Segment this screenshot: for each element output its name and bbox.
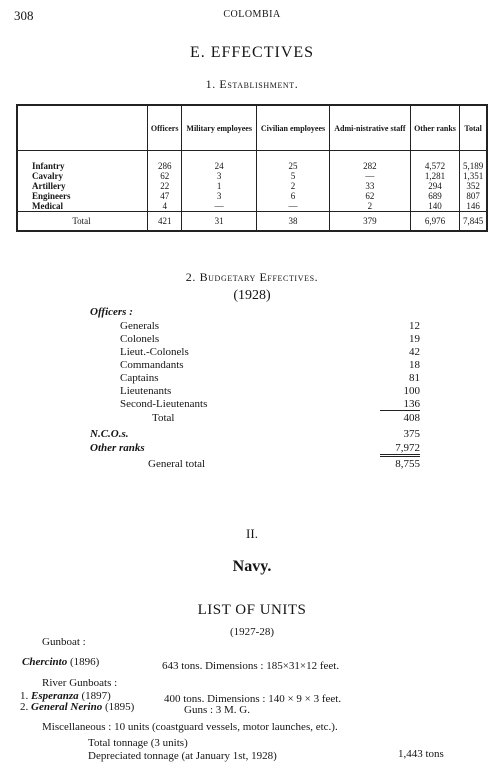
gunboat-year: (1896) xyxy=(69,656,100,668)
list-item xyxy=(90,385,420,397)
table-cell: 379 xyxy=(330,212,411,232)
list-item xyxy=(90,359,420,371)
river-gunboat-name: General Nerino xyxy=(31,701,103,713)
entry-number: 1. xyxy=(20,690,29,702)
table-cell: 282 xyxy=(330,151,411,172)
table-cell: 24 xyxy=(182,151,257,172)
row-label: Infantry xyxy=(17,151,148,172)
other-ranks-label: Other ranks xyxy=(90,442,145,454)
depreciated-tonnage-value: 1,443 tons xyxy=(398,748,444,760)
column-header: Admi-nistrative staff xyxy=(330,105,411,151)
rank-label: Captains xyxy=(120,372,159,384)
ncos-value: 375 xyxy=(403,428,420,440)
table-cell: 5,189 xyxy=(460,151,487,172)
table-row xyxy=(17,151,487,172)
part-title: Navy. xyxy=(232,558,272,575)
section-title: E. EFFECTIVES xyxy=(189,44,315,61)
table-cell: 1,351 xyxy=(460,171,487,181)
table-header-row xyxy=(17,105,487,151)
total-tonnage-line: Total tonnage (3 units) xyxy=(88,737,188,749)
running-head: COLOMBIA xyxy=(223,9,281,20)
column-header: Other ranks xyxy=(410,105,460,151)
gunboat-entry xyxy=(22,656,99,668)
officers-heading-row xyxy=(90,306,420,318)
general-total-value: 8,755 xyxy=(395,458,420,470)
table-cell: 140 xyxy=(410,201,460,212)
river-gunboats-heading: River Gunboats : xyxy=(42,677,118,689)
table-cell: 2 xyxy=(330,201,411,212)
table-row xyxy=(17,201,487,212)
table-cell: 2 xyxy=(256,181,329,191)
list-item xyxy=(90,372,420,384)
officers-total-value: 408 xyxy=(403,412,420,424)
table-cell: — xyxy=(182,201,257,212)
rank-label: Generals xyxy=(120,320,160,332)
miscellaneous-line: Miscellaneous : 10 units (coastguard vessels, motor launches, etc.). xyxy=(42,721,338,733)
table-cell: 7,845 xyxy=(460,212,487,232)
table-row xyxy=(17,181,487,191)
table-cell: 38 xyxy=(256,212,329,232)
table-cell: 33 xyxy=(330,181,411,191)
river-gunboat-guns: Guns : 3 M. G. xyxy=(184,704,251,716)
gunboat-heading: Gunboat : xyxy=(42,636,86,648)
officers-total-label: Total xyxy=(152,412,175,424)
table-cell: — xyxy=(330,171,411,181)
table-row xyxy=(17,191,487,201)
row-label: Cavalry xyxy=(17,171,148,181)
list-item xyxy=(90,320,420,332)
table-cell: 62 xyxy=(148,171,182,181)
river-gunboat-entry xyxy=(20,701,134,713)
river-gunboat-year: (1895) xyxy=(104,701,135,713)
table-cell: 47 xyxy=(148,191,182,201)
table-cell: 146 xyxy=(460,201,487,212)
establishment-table xyxy=(16,104,488,232)
rank-value: 12 xyxy=(409,320,420,332)
table-cell: 1 xyxy=(182,181,257,191)
part-number: II. xyxy=(246,526,258,541)
general-total-row xyxy=(90,458,420,470)
river-gunboat-detail: 400 tons. Dimensions : 140 × 9 × 3 feet. xyxy=(164,693,342,705)
table-cell: 31 xyxy=(182,212,257,232)
total-label: Total xyxy=(17,212,148,232)
column-header xyxy=(17,105,148,151)
rank-label: Lieutenants xyxy=(120,385,172,397)
rank-value: 100 xyxy=(403,385,420,397)
table-cell: 6 xyxy=(256,191,329,201)
units-title: LIST OF UNITS xyxy=(197,602,307,618)
rank-label: Colonels xyxy=(120,333,160,345)
table-cell: 4,572 xyxy=(410,151,460,172)
gunboat-detail: 643 tons. Dimensions : 185×31×12 feet. xyxy=(162,660,340,672)
other-ranks-value: 7,972 xyxy=(380,442,420,457)
table-cell: 421 xyxy=(148,212,182,232)
other-ranks-row xyxy=(90,442,420,454)
list-item xyxy=(90,333,420,345)
rank-value: 19 xyxy=(409,333,420,345)
table-cell: 4 xyxy=(148,201,182,212)
rank-label: Commandants xyxy=(120,359,184,371)
rank-value: 42 xyxy=(409,346,420,358)
budgetary-title: 2. Budgetary Effectives. xyxy=(185,270,319,284)
ncos-label: N.C.O.s. xyxy=(90,428,129,440)
table-total-row xyxy=(17,212,487,232)
table-cell: 807 xyxy=(460,191,487,201)
entry-number: 2. xyxy=(20,701,29,713)
table-cell: 22 xyxy=(148,181,182,191)
table-cell: 286 xyxy=(148,151,182,172)
column-header: Total xyxy=(460,105,487,151)
establishment-subtitle: 1. Establishment. xyxy=(205,77,299,91)
officers-heading: Officers : xyxy=(90,306,133,318)
rank-label: Second-Lieutenants xyxy=(120,398,208,410)
row-label: Medical xyxy=(17,201,148,212)
table-cell: 3 xyxy=(182,171,257,181)
table-cell: 62 xyxy=(330,191,411,201)
list-item xyxy=(90,346,420,358)
gunboat-name: Chercinto xyxy=(22,656,68,668)
budgetary-year: (1928) xyxy=(233,288,271,303)
rank-value: 136 xyxy=(380,398,420,411)
column-header: Civilian employees xyxy=(256,105,329,151)
list-item xyxy=(90,398,420,410)
row-label: Engineers xyxy=(17,191,148,201)
ncos-row xyxy=(90,428,420,440)
table-cell: 689 xyxy=(410,191,460,201)
table-cell: — xyxy=(256,201,329,212)
table-cell: 25 xyxy=(256,151,329,172)
table-cell: 1,281 xyxy=(410,171,460,181)
depreciated-tonnage-line: Depreciated tonnage (at January 1st, 1928) xyxy=(88,750,277,762)
row-label: Artillery xyxy=(17,181,148,191)
river-gunboat-name: Esperanza xyxy=(31,690,79,702)
river-gunboat-year: (1897) xyxy=(81,690,111,702)
rank-value: 81 xyxy=(409,372,420,384)
rank-label: Lieut.-Colonels xyxy=(120,346,189,358)
rank-value: 18 xyxy=(409,359,420,371)
table-cell: 294 xyxy=(410,181,460,191)
table-cell: 3 xyxy=(182,191,257,201)
table-cell: 6,976 xyxy=(410,212,460,232)
officers-total-row xyxy=(90,412,420,424)
column-header: Military employees xyxy=(182,105,257,151)
units-year: (1927-28) xyxy=(230,626,274,638)
column-header: Officers xyxy=(148,105,182,151)
page-number: 308 xyxy=(14,8,34,23)
table-row xyxy=(17,171,487,181)
table-cell: 352 xyxy=(460,181,487,191)
table-cell: 5 xyxy=(256,171,329,181)
general-total-label: General total xyxy=(148,458,206,470)
